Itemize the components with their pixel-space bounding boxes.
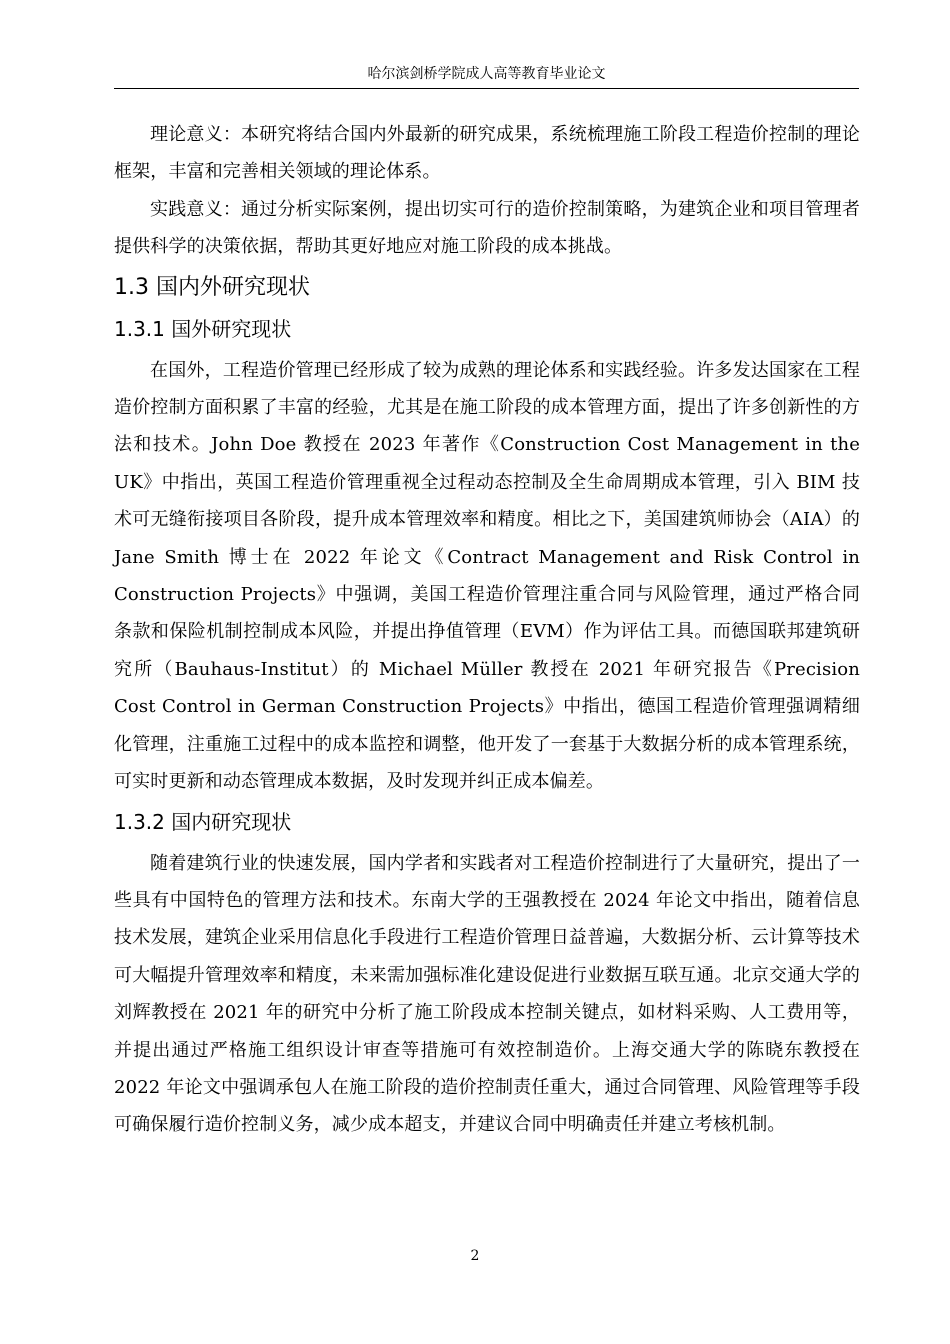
paragraph-foreign-research: 在国外，工程造价管理已经形成了较为成熟的理论体系和实践经验。许多发达国家在工程造价控制方面积累了丰富的经验，尤其是在施工阶段的成本管理方面，提出了许多创新性的方法和技术。John Doe 教授在 2023 年著作《Construction Cost Management in the UK》中指出，英国工程造价管理重视全过程动态控制及全生命周期成本管理，引入 BIM 技术可无缝衔接项目各阶段，提升成本管理效率和精度。相比之下，美国建筑师协会（AIA）的 Jane Smith 博士在 2022 年论文《Contract Management and Risk Control in Construction Projects》中强调，美国工程造价管理注重合同与风险管理，通过严格合同条款和保险机制控制成本风险，并提出挣值管理（EVM）作为评估工具。而德国联邦建筑研究所（Bauhaus-Institut）的 Michael Müller 教授在 2021 年研究报告《Precision Cost Control in German Construction Projects》中指出，德国工程造价管理强调精细化管理，注重施工过程中的成本监控和调整，他开发了一套基于大数据分析的成本管理系统，可实时更新和动态管理成本数据，及时发现并纠正成本偏差。 xyxy=(114,359,860,793)
page-header: 哈尔滨剑桥学院成人高等教育毕业论文 xyxy=(367,66,606,82)
section-heading-1-3: 1.3 国内外研究现状 xyxy=(114,274,310,300)
section-heading-1-3-1: 1.3.1 国外研究现状 xyxy=(114,316,292,341)
paragraph-domestic-research: 随着建筑行业的快速发展，国内学者和实践者对工程造价控制进行了大量研究，提出了一些具有中国特色的管理方法和技术。东南大学的王强教授在 2024 年论文中指出，随着信息技术发展，建筑企业采用信息化手段进行工程造价管理日益普遍，大数据分析、云计算等技术可大幅提升管理效率和精度，未来需加强标准化建设促进行业数据互联互通。北京交通大学的刘辉教授在 2021 年的研究中分析了施工阶段成本控制关键点，如材料采购、人工费用等，并提出通过严格施工组织设计审查等措施可有效控制造价。上海交通大学的陈晓东教授在 2022 年论文中强调承包人在施工阶段的造价控制责任重大，通过合同管理、风险管理等手段可确保履行造价控制义务，减少成本超支，并建议合同中明确责任并建立考核机制。 xyxy=(114,852,860,1136)
section-heading-1-3-2: 1.3.2 国内研究现状 xyxy=(114,809,292,834)
page-number: 2 xyxy=(470,1248,480,1264)
header-divider xyxy=(114,88,859,89)
paragraph-practical-significance: 实践意义：通过分析实际案例，提出切实可行的造价控制策略，为建筑企业和项目管理者提供科学的决策依据，帮助其更好地应对施工阶段的成本挑战。 xyxy=(114,198,860,258)
document-body xyxy=(114,116,860,1144)
paragraph-theoretical-significance: 理论意义：本研究将结合国内外最新的研究成果，系统梳理施工阶段工程造价控制的理论框架，丰富和完善相关领域的理论体系。 xyxy=(114,124,860,183)
